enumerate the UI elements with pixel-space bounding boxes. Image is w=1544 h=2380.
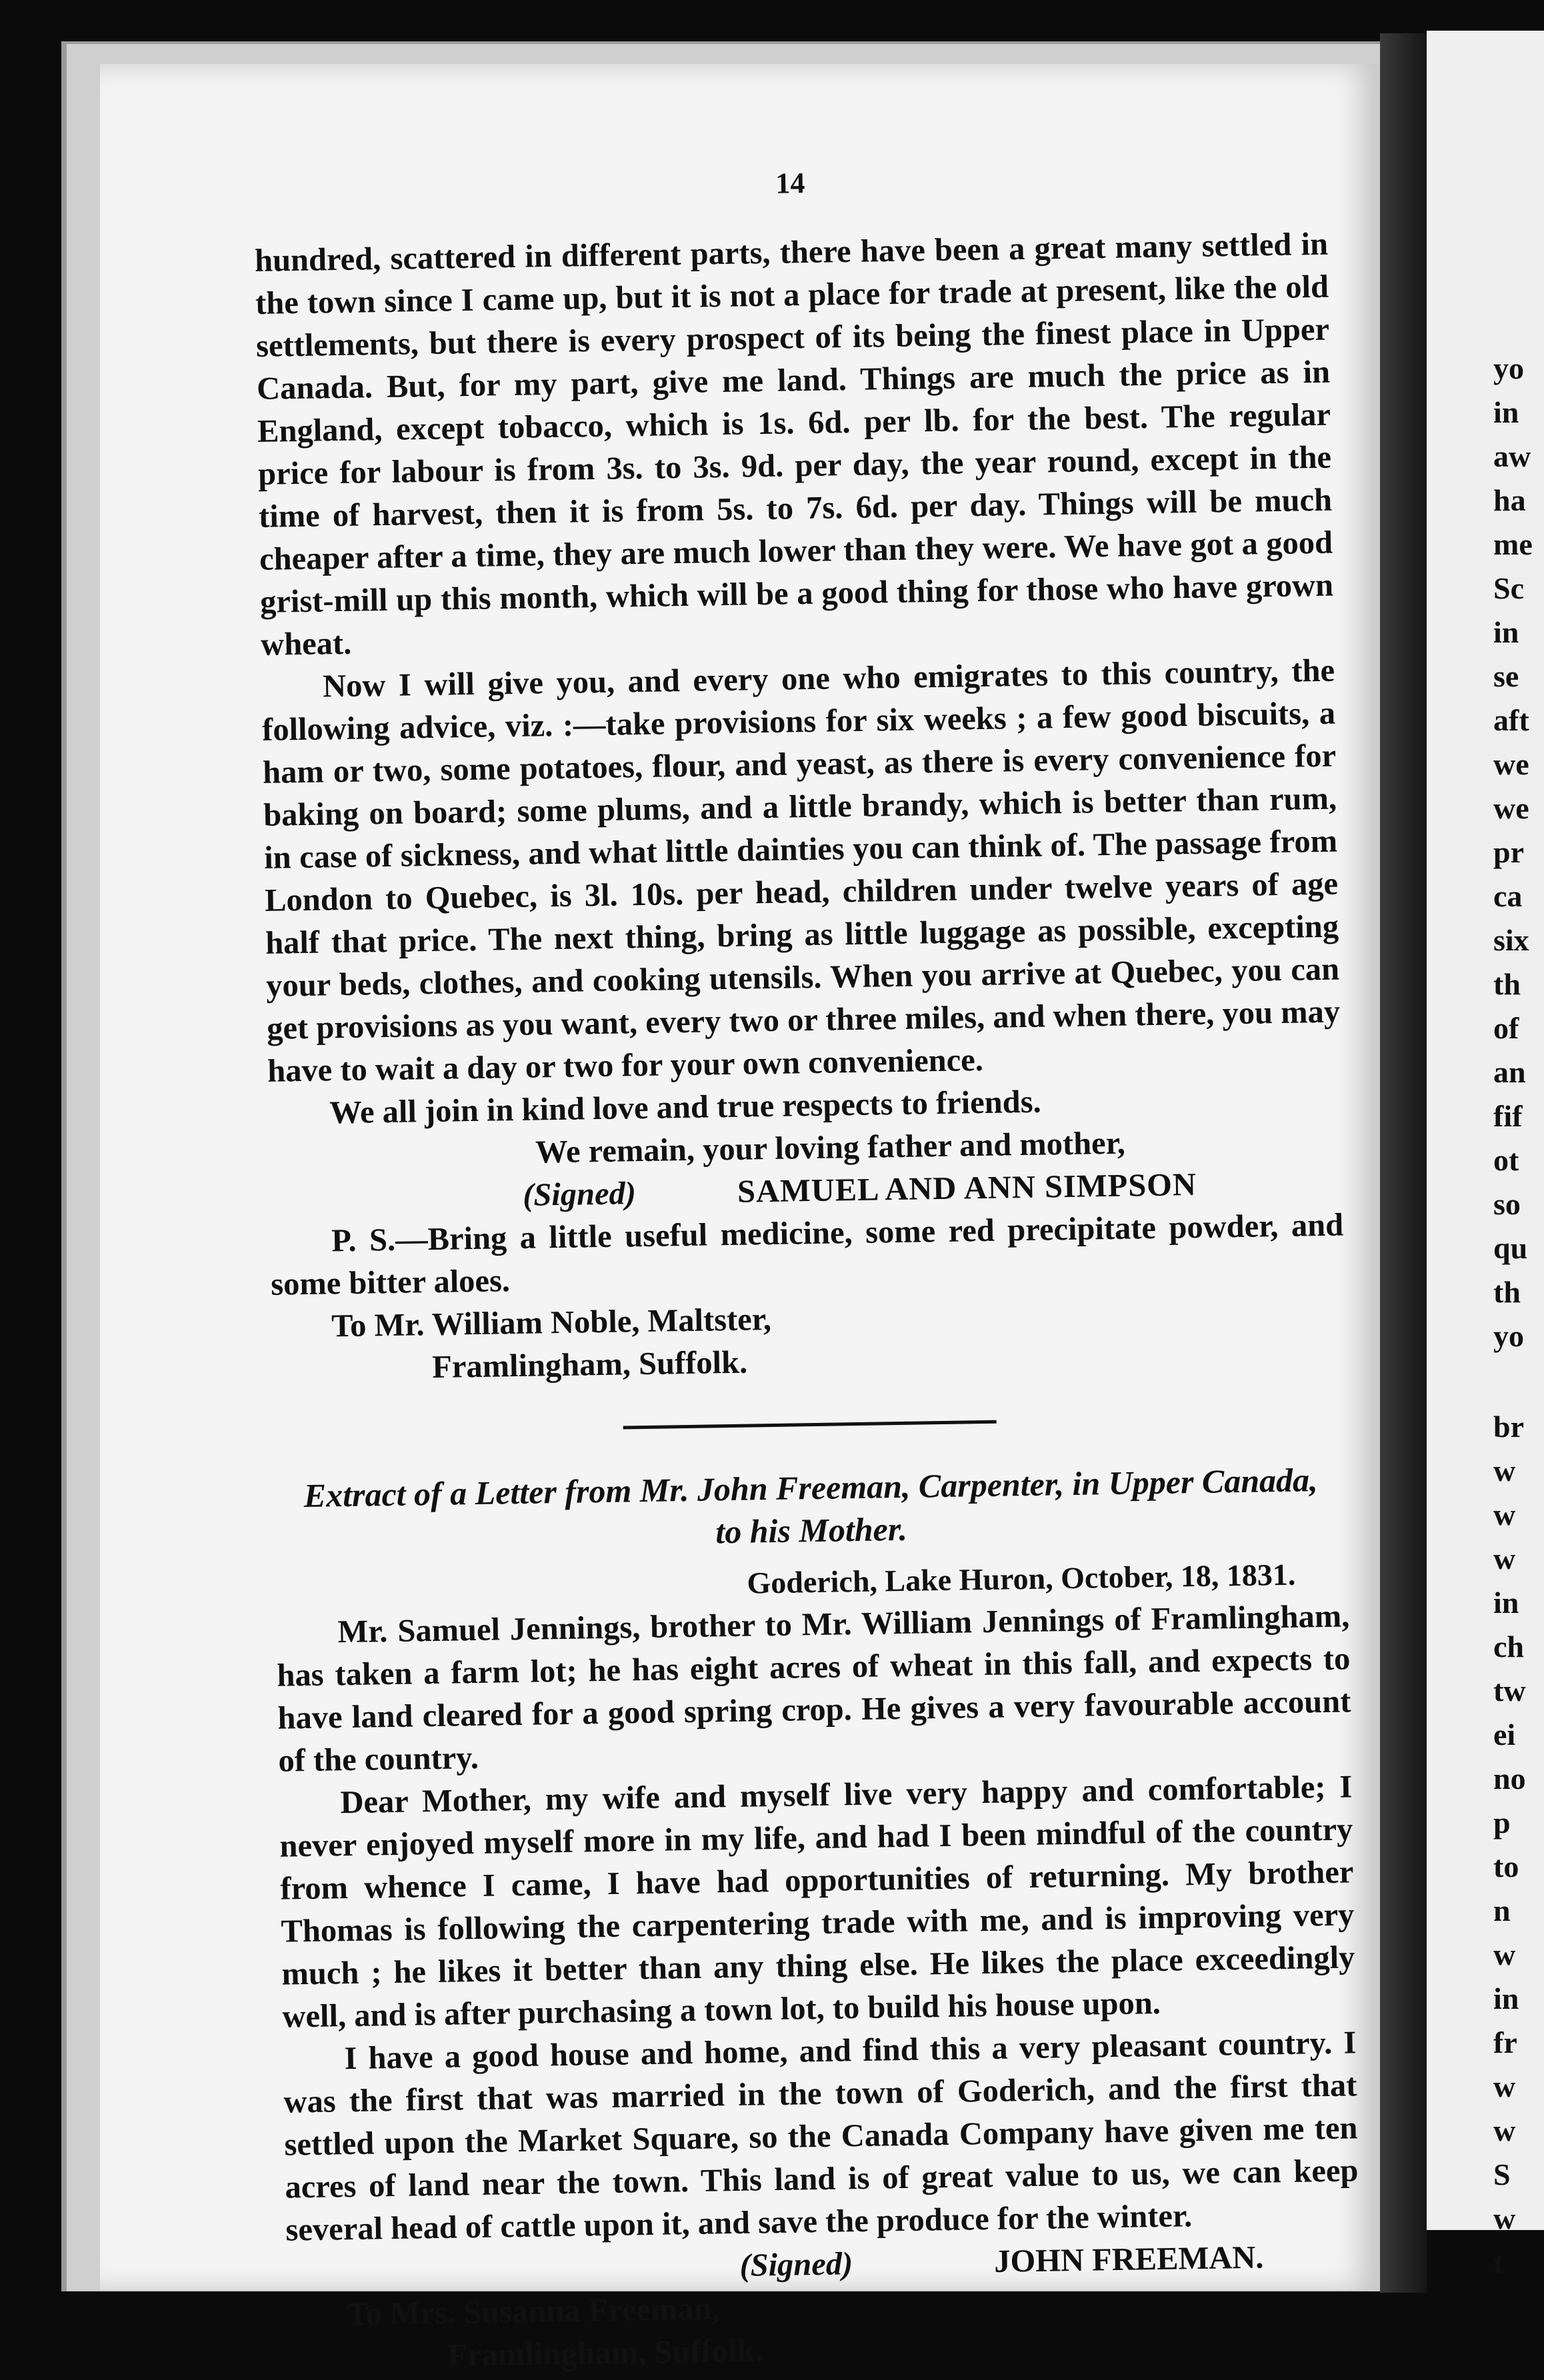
facing-page-fragment: in: [1493, 1981, 1519, 2015]
letter-heading: Extract of a Letter from Mr. John Freeman, Carpenter, in Upper Canada,: [303, 1461, 1318, 1515]
signed-label: (Signed): [739, 2246, 853, 2283]
paragraph: Now I will give you, and every one who emigrates to this country, the following advice, viz. :—take provisions for six weeks ; a few good biscuits, a ham or two, some potatoes, flour, and yeast, as there is every convenience for baking on board; some plums, and a little brandy, which is better than rum, in case of sickness, and what little dainties you can think of. The passage from London to Quebec, is 3l. 10s. per head, children under twelve years of age half that price. The next thing, bring as little luggage as possible, excepting your beds, clothes, and cooking utensils. When you arrive at Quebec, you can get provisions as you want, every two or three miles, and when there, you may have to wait a day or two for your own convenience.: [261, 652, 1341, 1089]
facing-page-fragment: pr: [1493, 835, 1524, 869]
facing-page-fragment: in: [1493, 615, 1519, 649]
facing-page-fragment: fr: [1493, 2025, 1517, 2059]
postscript: P. S.—Bring a little useful medicine, some red precipitate powder, and some bitter aloes.: [270, 1207, 1344, 1302]
facing-page-fragment: so: [1493, 1187, 1521, 1221]
facing-page-fragment: th: [1493, 1275, 1521, 1309]
facing-page-fragment: yo: [1493, 1319, 1524, 1353]
signed-label: (Signed): [522, 1176, 637, 1213]
facing-page-fragment: w: [1493, 2069, 1516, 2103]
facing-page-fragment: w: [1493, 1542, 1516, 1576]
facing-page-fragment: ot: [1493, 1143, 1519, 1177]
facing-page-fragment: fif: [1493, 1099, 1523, 1133]
section-divider: [623, 1420, 997, 1430]
facing-page-fragment: we: [1493, 747, 1529, 781]
paragraph: I have a good house and home, and find this a very pleasant country. I was the first that was married in the town of Goderich, and the first that settled upon the Market Square, so the Canada Company have given me ten acres of land near the town. This land is of great value to us, we can keep several head of cattle upon it, and save the produce for the winter.: [283, 2025, 1359, 2248]
address-line: To Mrs. Susanna Freeman,: [347, 2291, 721, 2333]
address-line: To Mr. William Noble, Maltster,: [331, 1302, 772, 1344]
book-gutter: [1380, 33, 1427, 2293]
facing-page-fragment: no: [1493, 1762, 1526, 1795]
book-page: [100, 64, 1380, 2373]
facing-page-fragment: in: [1493, 395, 1519, 429]
facing-page-fragment: of: [1493, 1011, 1519, 1045]
address-line: Framlingham, Suffolk.: [447, 2333, 763, 2373]
facing-page-fragment: t: [1493, 2245, 1504, 2279]
facing-page-fragment: in: [1493, 1586, 1519, 1620]
facing-page-fragment: w: [1493, 1454, 1516, 1488]
closing-line: We remain, your loving father and mother,: [535, 1125, 1126, 1170]
facing-page-fragment: me: [1493, 527, 1533, 561]
address-line: Framlingham, Suffolk.: [431, 1344, 748, 1386]
facing-page-fragment: aft: [1493, 703, 1529, 737]
facing-page-fragment: ha: [1493, 483, 1526, 517]
facing-page-fragment: ca: [1493, 879, 1523, 913]
facing-page-fragment: yo: [1493, 351, 1524, 385]
facing-page-fragment: w: [1493, 1498, 1516, 1532]
facing-page-fragment: ch: [1493, 1630, 1524, 1664]
facing-page-fragment: w: [1493, 2113, 1516, 2147]
paragraph: Mr. Samuel Jennings, brother to Mr. William Jennings of Framlingham, has taken a farm lot; he has eight acres of wheat in this fall, and expects to have land cleared for a good spring crop. He gives a very favourable account of the country.: [277, 1598, 1351, 1779]
page-text-block: [253, 154, 1361, 2380]
letter-heading: to his Mother.: [715, 1510, 908, 1551]
facing-page-fragment: br: [1493, 1410, 1524, 1444]
signer-name: JOHN FREEMAN.: [993, 2239, 1264, 2279]
signer-name: SAMUEL AND ANN SIMPSON: [737, 1166, 1197, 1210]
facing-page-fragment: ei: [1493, 1718, 1516, 1752]
facing-page-fragment: we: [1493, 791, 1529, 825]
paragraph: We all join in kind love and true respects to friends.: [329, 1084, 1042, 1131]
facing-page-fragment: p: [1493, 1805, 1511, 1839]
facing-page-fragment: aw: [1493, 439, 1531, 473]
dateline: Goderich, Lake Huron, October, 18, 1831.: [747, 1557, 1296, 1600]
page-number: 14: [775, 167, 805, 200]
facing-page-fragment: se: [1493, 659, 1519, 693]
facing-page: [1427, 31, 1544, 2279]
facing-page-fragment: qu: [1493, 1231, 1528, 1265]
facing-page-fragment: Sc: [1493, 571, 1524, 605]
facing-page-fragment: to: [1493, 1849, 1519, 1883]
facing-page-fragment: w: [1493, 1937, 1516, 1971]
facing-page-fragment: th: [1493, 967, 1521, 1001]
facing-page-fragment: an: [1493, 1055, 1526, 1089]
facing-page-fragment: n: [1493, 1893, 1511, 1927]
paragraph: hundred, scattered in different parts, there have been a great many settled in the town since I came up, but it is not a place for trade at present, like the old settlements, but there is every prospect of its being the finest place in Upper Canada. But, for my part, give me land. Things are much the price as in England, except tobacco, which is 1s. 6d. per lb. for the best. The regular price for labour is from 3s. to 3s. 9d. per day, the year round, except in the time of harvest, then it is from 5s. to 7s. 6d. per day. Things will be much cheaper after a time, they are much lower than they were. We have got a good grist-mill up this month, which will be a good thing for those who have grown wheat.: [254, 226, 1334, 662]
facing-page-fragment: six: [1493, 923, 1529, 957]
facing-page-fragment: w: [1493, 2201, 1516, 2235]
paragraph: Dear Mother, my wife and myself live very happy and comfortable; I never enjoyed myself more in my life, and had I been mindful of the country from whence I came, I have had opportunities of returning. My brother Thomas is following the carpentering trade with me, and is improving very much ; he likes it better than any thing else. He likes the place exceedingly well, and is after purchasing a town lot, to build his house upon.: [279, 1769, 1355, 2035]
facing-page-fragment: tw: [1493, 1674, 1526, 1708]
facing-page-fragment: S: [1493, 2157, 1511, 2191]
